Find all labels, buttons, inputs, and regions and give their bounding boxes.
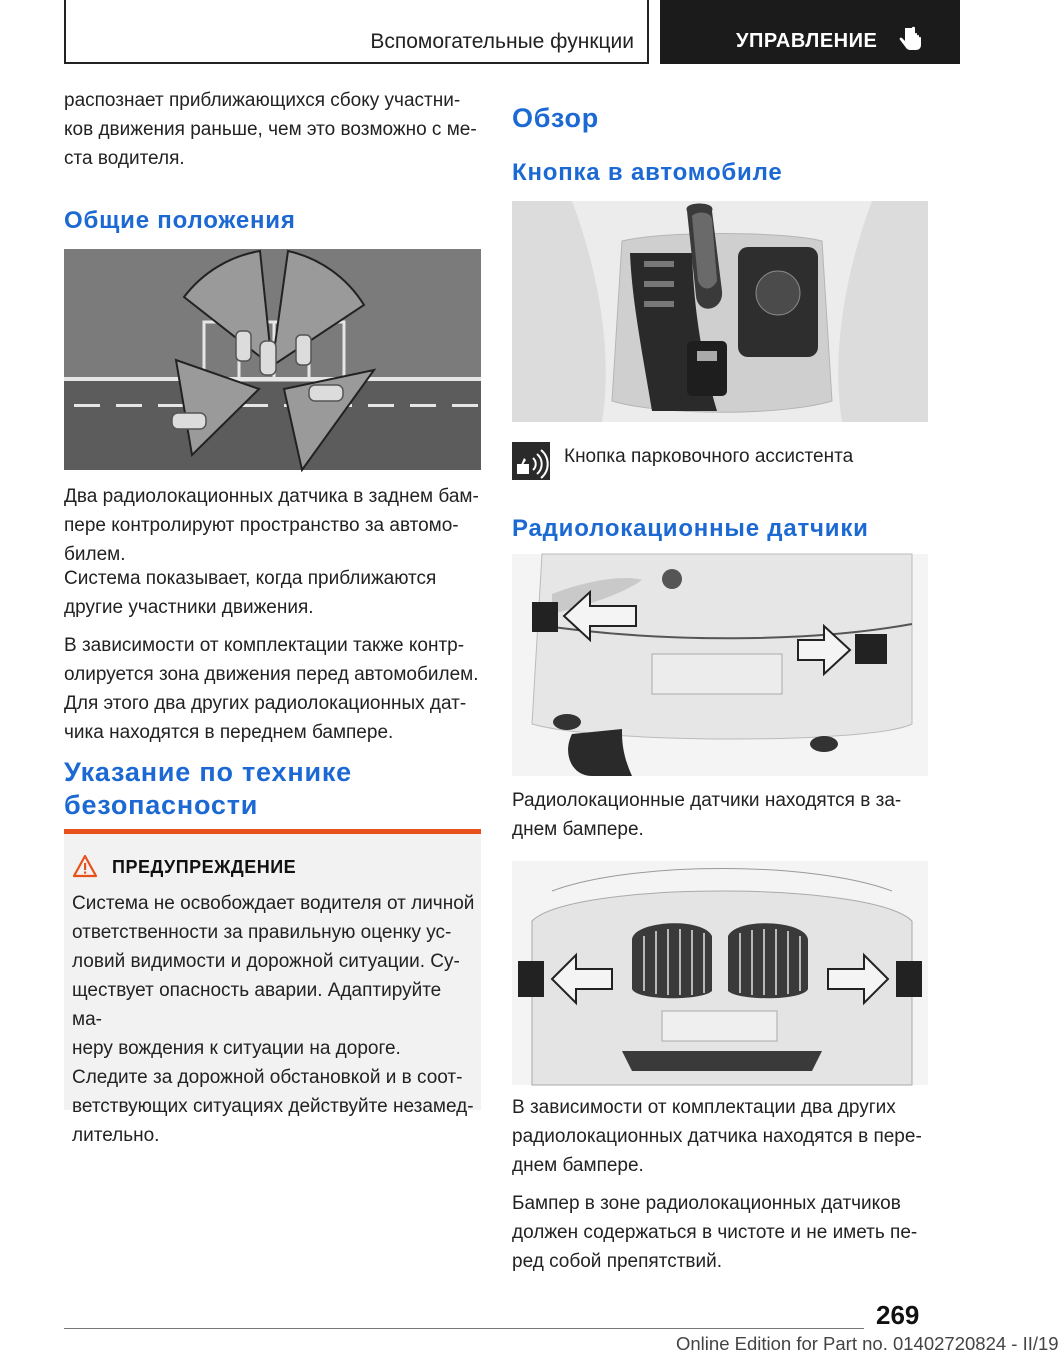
paragraph-front-option [64,631,484,747]
warning-line: ветствующих ситуациях действуйте незамед- [72,1096,474,1117]
front-bumper-image [512,861,928,1085]
text-line: В зависимости от комплектации также контр- [64,635,465,656]
rear-bumper-drawing [512,554,928,776]
paragraph-rear-sensors [512,786,932,844]
text-line: пере контролируют пространство за автомо- [64,515,459,536]
parking-sensor-icon [512,442,550,480]
page-number: 269 [876,1300,920,1330]
footer-edition: Online Edition for Part no. 01402720824 - II/19 [676,1333,1059,1354]
blind-spot-diagram [64,249,481,470]
chapter-title: УПРАВЛЕНИЕ [736,30,878,52]
button-caption: Кнопка парковочного ассистента [564,446,854,467]
console-drawing [512,201,928,422]
warning-line: ществует опасность аварии. Адаптируйте ма- [72,980,442,1030]
paragraph-sensors-rear [64,482,484,569]
warning-triangle-icon [72,854,98,878]
intro-line: ков движения раньше, чем это возможно с ме- [64,119,477,140]
paragraph-system-shows [64,564,484,622]
warning-line: неру вождения к ситуации на дороге. [72,1038,401,1059]
footer-rule [64,1328,864,1329]
text-line: олируется зона движения перед автомобилем. [64,664,479,685]
button-heading: Кнопка в автомобиле [512,159,783,186]
parking-assist-button-icon [512,442,550,480]
front-bumper-drawing [512,861,928,1085]
warning-title: ПРЕДУПРЕЖДЕНИЕ [112,857,297,877]
overview-heading: Обзор [512,103,600,133]
hand-pointer-icon [896,26,924,54]
text-line: Бампер в зоне радиолокационных датчиков [512,1193,901,1214]
text-line: днем бампере. [512,819,644,840]
center-console-image [512,201,928,422]
text-line: билем. [64,544,126,565]
warning-line: ответственности за правильную оценку ус- [72,922,452,943]
warning-bar [64,829,481,834]
intro-line: распознает приближающихся сбоку участни- [64,90,461,111]
rear-bumper-image [512,554,928,776]
text-line: чика находятся в переднем бампере. [64,722,394,743]
warning-text [72,889,476,1150]
text-line: Система показывает, когда приближаются [64,568,437,589]
text-line: другие участники движения. [64,597,314,618]
text-line: Для этого два других радиолокационных дат- [64,693,467,714]
intro-line: ста водителя. [64,148,185,169]
safety-heading [64,756,352,822]
text-line: должен содержаться в чистоте и не иметь пе- [512,1222,918,1243]
text-line: ред собой препятствий. [512,1251,722,1272]
text-line: Два радиолокационных датчика в заднем бам- [64,486,479,507]
paragraph-front-sensors [512,1093,932,1180]
blind-spot-drawing [64,249,481,470]
text-line: Радиолокационные датчики находятся в за- [512,790,902,811]
warning-line: Следите за дорожной обстановкой и в соот- [72,1067,463,1088]
text-line: В зависимости от комплектации два других [512,1097,896,1118]
intro-paragraph [64,86,484,173]
safety-heading-line: Указание по технике [64,757,352,787]
safety-heading-line: безопасности [64,790,259,820]
warning-line: лительно. [72,1125,160,1146]
section-title: Вспомогательные функции [370,30,634,53]
warning-line: Система не освобождает водителя от личной [72,893,475,914]
warning-line: ловий видимости и дорожной ситуации. Су- [72,951,460,972]
general-heading: Общие положения [64,207,296,234]
text-line: радиолокационных датчика находятся в пере- [512,1126,922,1147]
text-line: днем бампере. [512,1155,644,1176]
sensors-heading: Радиолокационные датчики [512,515,869,542]
paragraph-bumper-clean [512,1189,932,1276]
